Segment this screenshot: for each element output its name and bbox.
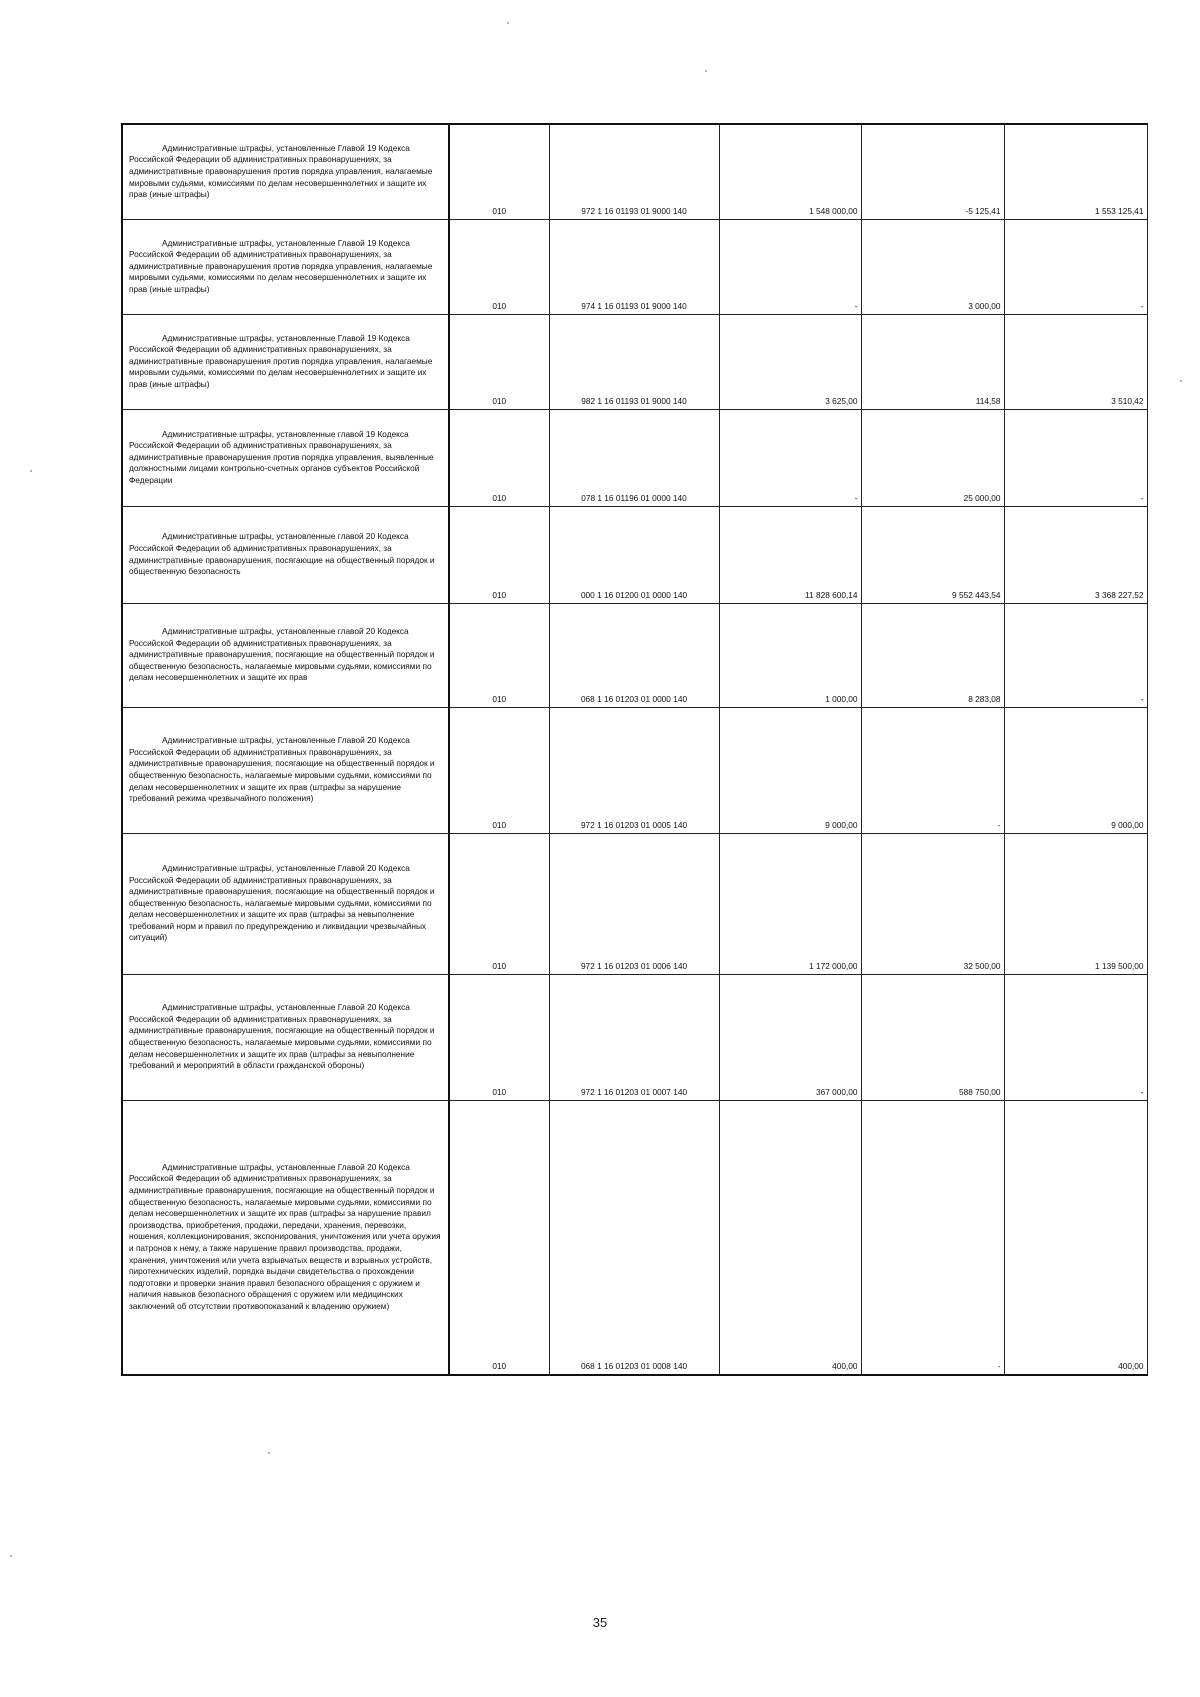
row-unexecuted: 1 139 500,00 [1004, 833, 1147, 974]
scan-speck [507, 22, 509, 24]
row-executed: 114,58 [861, 314, 1004, 409]
row-budget-code: 000 1 16 01200 01 0000 140 [549, 506, 719, 603]
row-budget-code: 972 1 16 01203 01 0005 140 [549, 707, 719, 833]
row-approved: 1 172 000,00 [719, 833, 861, 974]
table-row [122, 314, 1147, 409]
row-executed: - [861, 1100, 1004, 1375]
row-line-code: 010 [449, 219, 549, 314]
row-executed: 9 552 443,54 [861, 506, 1004, 603]
row-executed: 32 500,00 [861, 833, 1004, 974]
row-budget-code: 068 1 16 01203 01 0008 140 [549, 1100, 719, 1375]
row-unexecuted: 1 553 125,41 [1004, 124, 1147, 219]
row-line-code: 010 [449, 833, 549, 974]
row-description: Административные штрафы, установленные Главой 19 Кодекса Российской Федерации об административных правонарушениях, за административные правонарушения против порядка управления, налагаемые мировыми судьями, комиссиями по делам несовершеннолетних и защите их прав (иные штрафы) [122, 314, 449, 409]
table-row [122, 603, 1147, 707]
row-budget-code: 982 1 16 01193 01 9000 140 [549, 314, 719, 409]
row-unexecuted: 400,00 [1004, 1100, 1147, 1375]
scan-speck [268, 1452, 270, 1454]
table-row [122, 219, 1147, 314]
table-row [122, 974, 1147, 1100]
table-row [122, 409, 1147, 506]
table-row [122, 833, 1147, 974]
row-executed: 25 000,00 [861, 409, 1004, 506]
revenue-table-body [122, 124, 1147, 1375]
row-line-code: 010 [449, 603, 549, 707]
row-executed: - [861, 707, 1004, 833]
row-approved: - [719, 409, 861, 506]
row-description: Административные штрафы, установленные Главой 20 Кодекса Российской Федерации об административных правонарушениях, за административные правонарушения, посягающие на общественный порядок и общественную безопасность, налагаемые мировыми судьями, комиссиями по делам несовершеннолетних и защите их прав (штрафы за нарушение требований режима чрезвычайного положения) [122, 707, 449, 833]
scan-speck [30, 470, 32, 472]
row-executed: 8 283,08 [861, 603, 1004, 707]
row-budget-code: 972 1 16 01203 01 0006 140 [549, 833, 719, 974]
row-line-code: 010 [449, 409, 549, 506]
row-line-code: 010 [449, 974, 549, 1100]
scan-speck [705, 70, 707, 72]
table-row [122, 1100, 1147, 1375]
row-approved: 9 000,00 [719, 707, 861, 833]
row-description: Административные штрафы, установленные Главой 20 Кодекса Российской Федерации об административных правонарушениях, за административные правонарушения, посягающие на общественный порядок и общественную безопасность, налагаемые мировыми судьями, комиссиями по делам несовершеннолетних и защите их прав (штрафы за невыполнение требований норм и правил по предупреждению и ликвидации чрезвычайных ситуаций) [122, 833, 449, 974]
row-description: Административные штрафы, установленные Главой 20 Кодекса Российской Федерации об административных правонарушениях, за административные правонарушения, посягающие на общественный порядок и общественную безопасность, налагаемые мировыми судьями, комиссиями по делам несовершеннолетних и защите их прав (штрафы за нарушение правил производства, приобретения, продажи, передачи, хранения, перевозки, ношения, коллекционирования, экспонирования, уничтожения или учета оружия и патронов к нему, а также нарушение правил производства, продажи, хранения, уничтожения или учета взрывчатых веществ и взрывных устройств, пиротехнических изделий, порядка выдачи свидетельства о прохождении подготовки и проверки знания правил безопасного обращения с оружием и наличия навыков безопасного обращения с оружием или медицинских заключений об отсутствии противопоказаний к владению оружием) [122, 1100, 449, 1375]
page-number: 35 [592, 1615, 608, 1630]
row-description: Административные штрафы, установленные Главой 20 Кодекса Российской Федерации об административных правонарушениях, за административные правонарушения, посягающие на общественный порядок и общественную безопасность, налагаемые мировыми судьями, комиссиями по делам несовершеннолетних и защите их прав (штрафы за невыполнение требований и мероприятий в области гражданской обороны) [122, 974, 449, 1100]
table-row [122, 124, 1147, 219]
row-unexecuted: - [1004, 603, 1147, 707]
row-approved: 1 548 000,00 [719, 124, 861, 219]
scan-speck [10, 1555, 12, 1557]
row-description: Административные штрафы, установленные Главой 19 Кодекса Российской Федерации об административных правонарушениях, за административные правонарушения против порядка управления, налагаемые мировыми судьями, комиссиями по делам несовершеннолетних и защите их прав (иные штрафы) [122, 219, 449, 314]
row-unexecuted: 3 510,42 [1004, 314, 1147, 409]
row-unexecuted: - [1004, 219, 1147, 314]
table-row [122, 707, 1147, 833]
row-description: Административные штрафы, установленные Главой 19 Кодекса Российской Федерации об административных правонарушениях, за административные правонарушения против порядка управления, налагаемые мировыми судьями, комиссиями по делам несовершеннолетних и защите их прав (иные штрафы) [122, 124, 449, 219]
row-budget-code: 068 1 16 01203 01 0000 140 [549, 603, 719, 707]
scan-speck [1180, 380, 1182, 382]
row-approved: 1 000,00 [719, 603, 861, 707]
row-description: Административные штрафы, установленные главой 20 Кодекса Российской Федерации об административных правонарушениях, за административные правонарушения, посягающие на общественный порядок и общественную безопасность [122, 506, 449, 603]
row-unexecuted: 9 000,00 [1004, 707, 1147, 833]
row-budget-code: 078 1 16 01196 01 0000 140 [549, 409, 719, 506]
row-description: Административные штрафы, установленные главой 19 Кодекса Российской Федерации об административных правонарушениях, за административные правонарушения против порядка управления, выявленные должностными лицами контрольно-счетных органов субъектов Российской Федерации [122, 409, 449, 506]
table-row [122, 506, 1147, 603]
row-executed: -5 125,41 [861, 124, 1004, 219]
row-approved: 400,00 [719, 1100, 861, 1375]
row-line-code: 010 [449, 506, 549, 603]
row-approved: 367 000,00 [719, 974, 861, 1100]
row-approved: - [719, 219, 861, 314]
row-approved: 11 828 600,14 [719, 506, 861, 603]
row-budget-code: 972 1 16 01193 01 9000 140 [549, 124, 719, 219]
row-line-code: 010 [449, 1100, 549, 1375]
revenue-table [121, 123, 1148, 1376]
row-line-code: 010 [449, 314, 549, 409]
row-approved: 3 625,00 [719, 314, 861, 409]
row-unexecuted: - [1004, 974, 1147, 1100]
row-description: Административные штрафы, установленные главой 20 Кодекса Российской Федерации об административных правонарушениях, за административные правонарушения, посягающие на общественный порядок и общественную безопасность, налагаемые мировыми судьями, комиссиями по делам несовершеннолетних и защите их прав [122, 603, 449, 707]
row-budget-code: 974 1 16 01193 01 9000 140 [549, 219, 719, 314]
row-unexecuted: - [1004, 409, 1147, 506]
row-line-code: 010 [449, 124, 549, 219]
row-budget-code: 972 1 16 01203 01 0007 140 [549, 974, 719, 1100]
row-executed: 3 000,00 [861, 219, 1004, 314]
row-executed: 588 750,00 [861, 974, 1004, 1100]
row-unexecuted: 3 368 227,52 [1004, 506, 1147, 603]
row-line-code: 010 [449, 707, 549, 833]
